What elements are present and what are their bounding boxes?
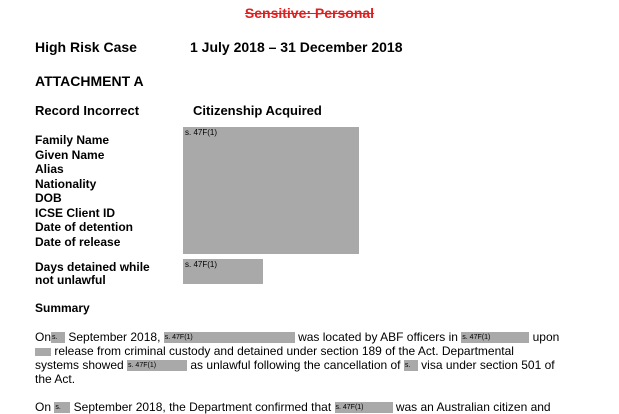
summary-text: the Act. [35, 372, 76, 386]
redaction-code: s. 47F(1) [128, 362, 157, 370]
summary-text: visa under section 501 of [417, 358, 555, 372]
redaction-code: s. 47F(1) [185, 260, 218, 269]
redaction-code: s. 47F(1) [164, 334, 193, 342]
redaction-code: s. [55, 404, 61, 412]
redaction-inline [404, 360, 418, 371]
record-value: Citizenship Acquired [193, 103, 322, 118]
redaction-inline [35, 348, 51, 356]
field-label-family-name: Family Name [35, 133, 110, 147]
redaction-inline [127, 360, 187, 371]
redaction-code: s. [404, 362, 411, 370]
redaction-inline [164, 332, 295, 343]
case-period: 1 July 2018 – 31 December 2018 [190, 39, 403, 55]
redaction-block-days [183, 259, 263, 284]
days-detained-label-line2: not unlawful [35, 273, 106, 287]
redaction-inline [51, 332, 65, 343]
redaction-code: s. 47F(1) [335, 404, 364, 412]
redaction-code: s. 47F(1) [185, 128, 218, 137]
field-label-date-of-detention: Date of detention [35, 220, 133, 234]
field-label-nationality: Nationality [35, 176, 97, 191]
redaction-code: s. [52, 334, 58, 342]
field-label-date-of-release: Date of release [35, 234, 121, 249]
summary-text: release from criminal custody and detained under section 189 of the Act. Departmental [51, 344, 514, 358]
case-label: High Risk Case [35, 39, 137, 55]
summary-text: as unlawful following the cancellation of [187, 358, 404, 372]
field-label-icse-client-id: ICSE Client ID [35, 205, 116, 220]
redaction-code: s. 47F(1) [462, 334, 491, 342]
redaction-block-personal-details [183, 127, 359, 254]
summary-text: September 2018, the Department confirmed that [70, 400, 335, 414]
classification-header: Sensitive: Personal [244, 5, 375, 21]
days-detained-label-line1: Days detained while [35, 260, 150, 274]
summary-text: upon [529, 330, 560, 344]
redaction-inline [461, 332, 529, 343]
field-label-given-name: Given Name [35, 147, 105, 162]
summary-text: was an Australian citizen and [392, 400, 551, 414]
field-label-dob: DOB [35, 191, 62, 205]
summary-text: On [35, 330, 52, 344]
summary-paragraph-1 [35, 330, 575, 386]
summary-text: was located by ABF officers in [294, 330, 462, 344]
field-label-alias: Alias [35, 162, 64, 176]
summary-text: systems showed [35, 358, 128, 372]
days-detained-label [35, 261, 150, 287]
personal-fields-list [35, 133, 133, 249]
record-label: Record Incorrect [35, 103, 140, 118]
attachment-title: ATTACHMENT A [35, 73, 144, 89]
summary-title: Summary [35, 301, 90, 315]
summary-text: On [35, 400, 55, 414]
summary-text: September 2018, [65, 330, 164, 344]
